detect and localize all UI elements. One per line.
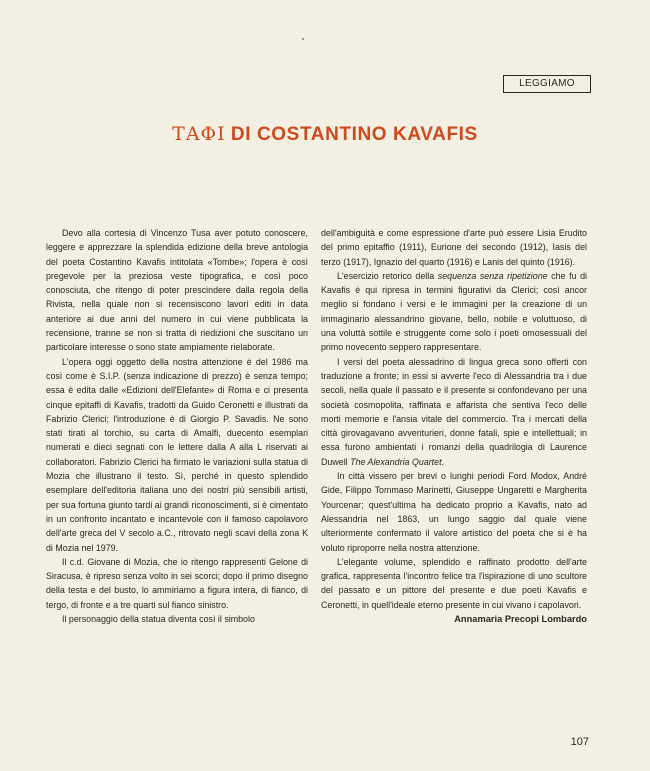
book-title: The Alexandria Quartet (350, 456, 442, 467)
paragraph: Devo alla cortesia di Vincenzo Tusa aver potuto conoscere, leggere e apprezzare la splendida edizione della breve antologia del poeta Costantino Kavafis intitolata «Tombe»; l'opera è così pregevole per la preziosa veste tipografica, e così poco conosciuta, che ritengo di poter prescindere dalla regola della Rivista, nella quale non si recensiscono lavori editi in data anteriore ai due anni del numero in cui viene pubblicata la recensione, tranne se non si tratta di riedizioni che suscitano un particolare interesse o sono state ampiamente rielaborate. (46, 228, 308, 353)
right-column (321, 226, 587, 626)
page-number: 107 (570, 736, 589, 748)
text-run: L'esercizio retorico della (337, 270, 438, 281)
author-signature: Annamaria Precopi Lombardo (454, 614, 587, 625)
paragraph (321, 269, 587, 355)
paragraph (321, 355, 587, 469)
paragraph: L'opera oggi oggetto della nostra attenzione è del 1986 ma così come è S.I.P. (senza indicazione di prezzo) è senza tempo; essa è edita dalle «Edizioni dell'Elefante» di Roma e ci presenta cinque epitaffi di Kavafis, tradotti da Guido Ceronetti e illustrati da Fabrizio Clerici; l'introduzione è di Giorgio P. Savadis. Ne sono stati tirati al torchio, su carta di Amalfi, duecento esemplari numerati e dieci segnati con le lettere dalla A alla L riservati ai collaboratori. Fabrizio Clerici ha firmato le variazioni sulla statua di Mozia che illustrano il testo. Sì, perché in questo splendido esemplare dell'editoria italiana uno dei nostri più sensibili artisti, per sua fortuna giunto tardi ai grandi riconoscimenti, si è cimentato in un confronto incantato e incantevole con il famoso capolavoro dell'arte greca del V secolo a.C., ritrovato negli scavi della zona K di Mozia nel 1979. (46, 356, 308, 553)
article-title (0, 122, 650, 147)
section-label: LEGGIAMO (503, 75, 591, 93)
paragraph: L'elegante volume, splendido e raffinato prodotto dell'arte grafica, rappresenta l'incontro felice tra l'ispirazione di uno scultore del passato e un pittore del presente e due poeti Kavafis e Ceronetti, in quell'ideale eterno presente in cui vivano i capolavori. (321, 556, 587, 610)
paragraph: dell'ambiguità e come espressione d'arte può essere Lisia Erudito del primo epitaffio (1911), Eurione del secondo (1912), Iasis del terzo (1917), Ignazio del quarto (1916) e Lanis del quinto (1916). (321, 228, 587, 267)
title-greek: ΤΑΦΙ (172, 123, 226, 145)
text-run: che fu di Kavafis è qui ripresa in termini figurativi da Clerici; così ancor meglio si fondano i versi e le immagini per la creazione di un immaginario alessandrino giovane, bello, nobile e voluttuoso, di una voluttà sottile e struggente come solo i poeti omosessuali del primo novecento seppero rappresentare. (321, 270, 587, 353)
italic-phrase: sequenza senza ripetizione (437, 270, 548, 281)
text-run: I versi del poeta alessadrino di lingua greca sono offerti con traduzione a fronte; in essi si avverte l'eco di Alessandria tra i due secoli, nella quale il passato e il presente si confondevano per una società cosmopolita, raffinata e affarista che sentiva l'eco delle morti memorie e l'ansia vitale del commercio. Tra i mercati della città girovagavano avventurieri, donne fatali, spie e intellettuali; in essa furono ambientati i romanzi della quadrilogia di Laurence Duwell (321, 356, 587, 467)
text-run: . (441, 456, 445, 467)
paragraph: Il c.d. Giovane di Mozia, che io ritengo rappresenti Gelone di Siracusa, è ripreso senza volto in sei scorci; dopo il primo disegno della testa e del busto, lo ammiriamo a figura intera, di fianco, di tergo, di fronte e a tre quarti sul fianco sinistro. (46, 556, 308, 610)
title-rest: DI COSTANTINO KAVAFIS (230, 124, 478, 145)
paragraph: Il personaggio della statua diventa così il simbolo (62, 614, 255, 625)
paragraph: In città vissero per brevi o lunghi periodi Ford Modox, André Gide, Filippo Tommaso Marinetti, Giuseppe Ungaretti e Margherita Yourcenar; quest'ultima ha dedicato proprio a Kavafis, nato ad Alessandria nel 1863, un lungo saggio dal quale viene ulteriormente confermato il valore artistico del poeta che si è ha voluto riproporre nella nostra attenzione. (321, 471, 587, 553)
left-column (46, 226, 308, 626)
print-speck (302, 38, 304, 40)
